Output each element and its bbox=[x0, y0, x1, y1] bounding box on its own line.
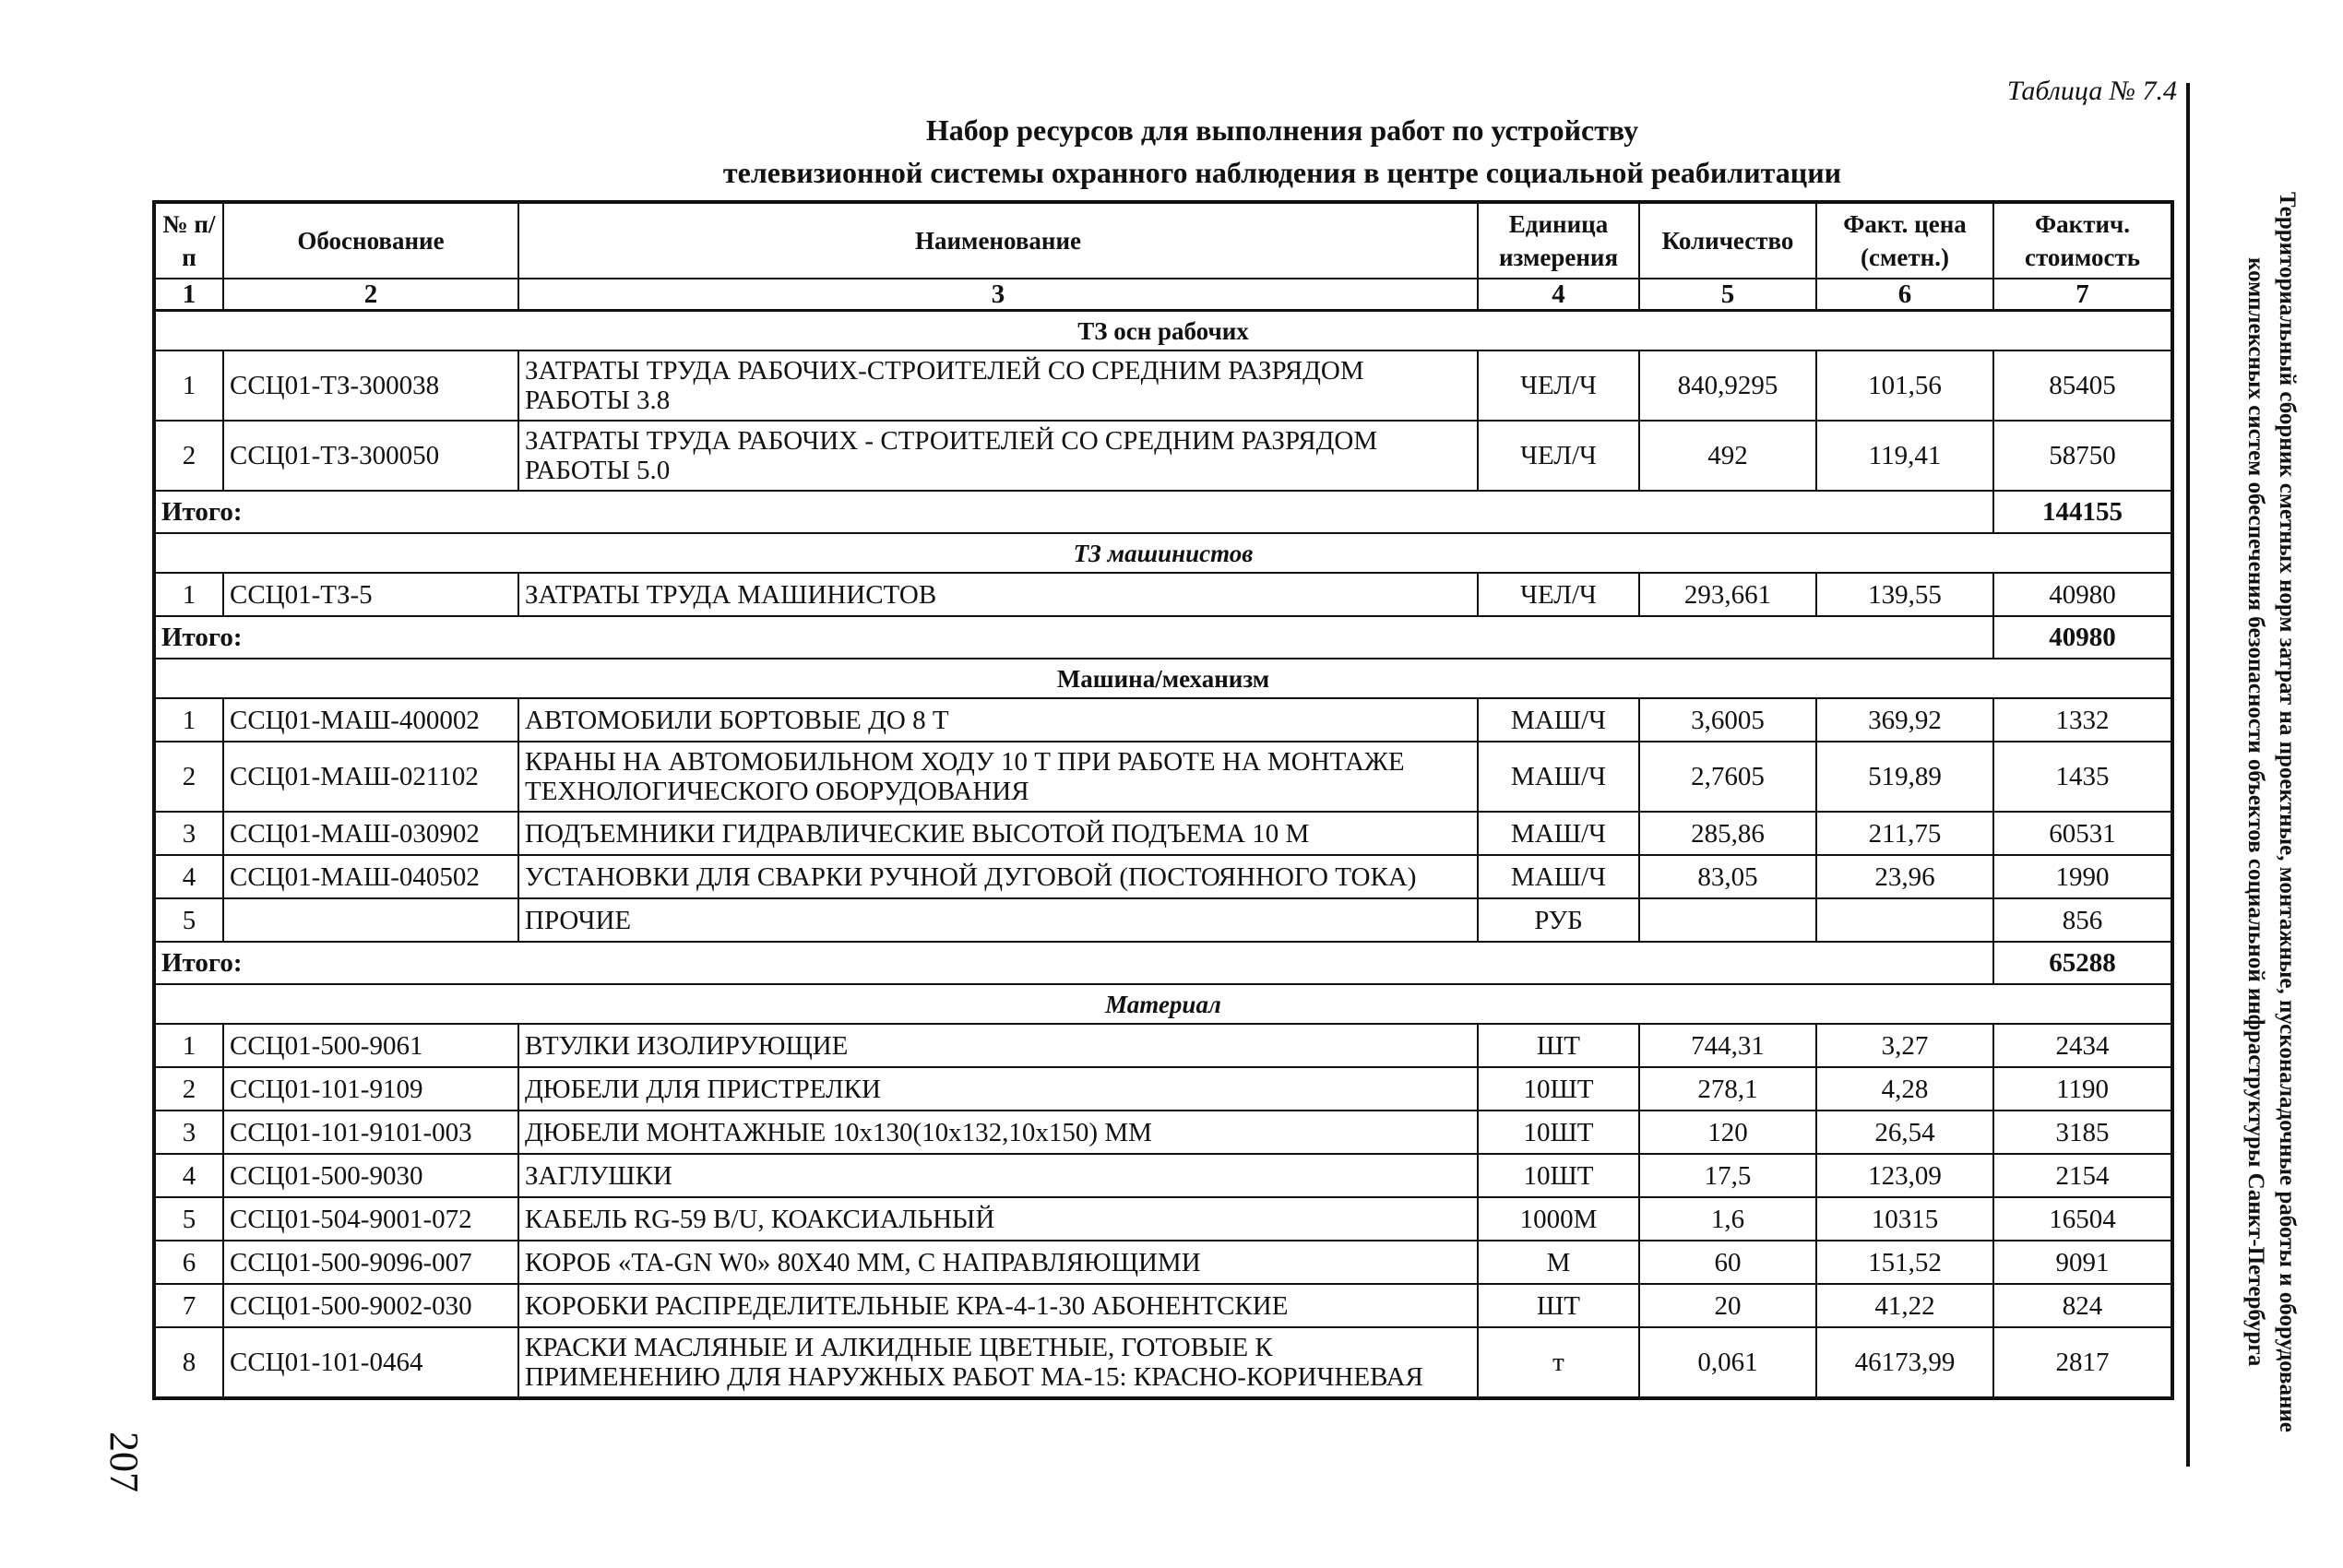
row-price: 151,52 bbox=[1816, 1241, 1993, 1284]
header-num: № п/п bbox=[154, 202, 223, 279]
row-cost: 60531 bbox=[1993, 812, 2172, 855]
row-basis: ССЦ01-ТЗ-300038 bbox=[223, 350, 518, 421]
row-price: 26,54 bbox=[1816, 1111, 1993, 1154]
row-qty: 1,6 bbox=[1639, 1197, 1816, 1241]
section-header-row bbox=[154, 311, 2172, 351]
row-number: 1 bbox=[154, 698, 223, 742]
row-price: 139,55 bbox=[1816, 573, 1993, 616]
row-basis: ССЦ01-500-9030 bbox=[223, 1154, 518, 1197]
col-number: 4 bbox=[1478, 279, 1639, 311]
row-unit: ЧЕЛ/Ч bbox=[1478, 573, 1639, 616]
row-number: 3 bbox=[154, 812, 223, 855]
row-price: 10315 bbox=[1816, 1197, 1993, 1241]
table-row bbox=[154, 573, 2172, 616]
row-cost: 58750 bbox=[1993, 421, 2172, 491]
row-qty: 840,9295 bbox=[1639, 350, 1816, 421]
row-qty: 744,31 bbox=[1639, 1024, 1816, 1067]
row-name: КОРОБКИ РАСПРЕДЕЛИТЕЛЬНЫЕ КРА-4-1-30 АБОНЕНТСКИЕ bbox=[518, 1284, 1478, 1327]
table-row bbox=[154, 421, 2172, 491]
row-basis: ССЦ01-МАШ-030902 bbox=[223, 812, 518, 855]
row-basis: ССЦ01-МАШ-400002 bbox=[223, 698, 518, 742]
col-number: 6 bbox=[1816, 279, 1993, 311]
table-row bbox=[154, 1111, 2172, 1154]
table-body bbox=[154, 311, 2172, 1399]
row-price: 519,89 bbox=[1816, 742, 1993, 812]
section-title: Материал bbox=[154, 984, 2172, 1024]
row-qty: 3,6005 bbox=[1639, 698, 1816, 742]
row-number: 1 bbox=[154, 350, 223, 421]
margin-rule bbox=[2186, 83, 2190, 1467]
title-line-1: Набор ресурсов для выполнения работ по устройству bbox=[925, 113, 1639, 147]
row-number: 3 bbox=[154, 1111, 223, 1154]
table-row bbox=[154, 698, 2172, 742]
row-number: 4 bbox=[154, 1154, 223, 1197]
table-row bbox=[154, 350, 2172, 421]
row-unit: ШТ bbox=[1478, 1024, 1639, 1067]
row-basis: ССЦ01-101-9109 bbox=[223, 1067, 518, 1111]
row-cost: 9091 bbox=[1993, 1241, 2172, 1284]
row-name: КРАСКИ МАСЛЯНЫЕ И АЛКИДНЫЕ ЦВЕТНЫЕ, ГОТОВЫЕ К ПРИМЕНЕНИЮ ДЛЯ НАРУЖНЫХ РАБОТ МА-15: КРАСНО-КОРИЧНЕВАЯ bbox=[518, 1327, 1478, 1398]
row-cost: 824 bbox=[1993, 1284, 2172, 1327]
table-row bbox=[154, 1154, 2172, 1197]
row-name: КОРОБ «TA-GN W0» 80Х40 ММ, С НАПРАВЛЯЮЩИМИ bbox=[518, 1241, 1478, 1284]
table-row bbox=[154, 1241, 2172, 1284]
total-row bbox=[154, 942, 2172, 984]
total-label: Итого: bbox=[154, 491, 1993, 533]
row-qty: 2,7605 bbox=[1639, 742, 1816, 812]
section-header-row bbox=[154, 659, 2172, 698]
row-unit: ШТ bbox=[1478, 1284, 1639, 1327]
row-qty: 492 bbox=[1639, 421, 1816, 491]
total-value: 65288 bbox=[1993, 942, 2172, 984]
table-row bbox=[154, 1197, 2172, 1241]
row-cost: 2817 bbox=[1993, 1327, 2172, 1398]
row-basis: ССЦ01-101-0464 bbox=[223, 1327, 518, 1398]
row-basis bbox=[223, 898, 518, 942]
table-row bbox=[154, 1067, 2172, 1111]
side-caption-line-1: Территориальный сборник сметных норм затрат на проектные, монтажные, пусконаладочные работы и оборудование bbox=[2275, 191, 2300, 1432]
row-cost: 1990 bbox=[1993, 855, 2172, 898]
row-qty: 285,86 bbox=[1639, 812, 1816, 855]
header-qty: Количество bbox=[1639, 202, 1816, 279]
row-cost: 2434 bbox=[1993, 1024, 2172, 1067]
row-number: 7 bbox=[154, 1284, 223, 1327]
page-number: 207 bbox=[101, 1431, 147, 1492]
row-name: КАБЕЛЬ RG-59 B/U, КОАКСИАЛЬНЫЙ bbox=[518, 1197, 1478, 1241]
row-number: 2 bbox=[154, 1067, 223, 1111]
header-row bbox=[154, 202, 2172, 279]
row-qty: 83,05 bbox=[1639, 855, 1816, 898]
row-qty: 60 bbox=[1639, 1241, 1816, 1284]
row-name: КРАНЫ НА АВТОМОБИЛЬНОМ ХОДУ 10 Т ПРИ РАБОТЕ НА МОНТАЖЕ ТЕХНОЛОГИЧЕСКОГО ОБОРУДОВАНИЯ bbox=[518, 742, 1478, 812]
row-number: 5 bbox=[154, 898, 223, 942]
row-unit: 10ШТ bbox=[1478, 1154, 1639, 1197]
row-cost: 1435 bbox=[1993, 742, 2172, 812]
header-price: Факт. цена (сметн.) bbox=[1816, 202, 1993, 279]
row-qty: 17,5 bbox=[1639, 1154, 1816, 1197]
total-row bbox=[154, 616, 2172, 659]
section-title: Машина/механизм bbox=[154, 659, 2172, 698]
side-caption-line-2: комплексных систем обеспечения безопасности объектов социальной инфраструктуры Санкт-Петербурга bbox=[2243, 256, 2268, 1367]
row-basis: ССЦ01-500-9061 bbox=[223, 1024, 518, 1067]
row-price: 123,09 bbox=[1816, 1154, 1993, 1197]
col-number: 2 bbox=[223, 279, 518, 311]
row-cost: 2154 bbox=[1993, 1154, 2172, 1197]
row-number: 5 bbox=[154, 1197, 223, 1241]
table-row bbox=[154, 812, 2172, 855]
col-number: 3 bbox=[518, 279, 1478, 311]
row-price: 4,28 bbox=[1816, 1067, 1993, 1111]
total-row bbox=[154, 491, 2172, 533]
row-unit: РУБ bbox=[1478, 898, 1639, 942]
total-value: 40980 bbox=[1993, 616, 2172, 659]
header-name: Наименование bbox=[518, 202, 1478, 279]
total-value: 144155 bbox=[1993, 491, 2172, 533]
row-basis: ССЦ01-МАШ-021102 bbox=[223, 742, 518, 812]
row-price bbox=[1816, 898, 1993, 942]
row-number: 4 bbox=[154, 855, 223, 898]
row-cost: 856 bbox=[1993, 898, 2172, 942]
table-label: Таблица № 7.4 bbox=[2006, 76, 2177, 106]
row-price: 3,27 bbox=[1816, 1024, 1993, 1067]
row-cost: 16504 bbox=[1993, 1197, 2172, 1241]
row-basis: ССЦ01-101-9101-003 bbox=[223, 1111, 518, 1154]
row-basis: ССЦ01-ТЗ-5 bbox=[223, 573, 518, 616]
col-number: 1 bbox=[154, 279, 223, 311]
row-cost: 3185 bbox=[1993, 1111, 2172, 1154]
row-qty: 20 bbox=[1639, 1284, 1816, 1327]
total-label: Итого: bbox=[154, 942, 1993, 984]
section-title: ТЗ машинистов bbox=[154, 533, 2172, 573]
row-name: ЗАГЛУШКИ bbox=[518, 1154, 1478, 1197]
resources-table bbox=[152, 200, 2174, 1400]
row-number: 2 bbox=[154, 421, 223, 491]
col-number: 7 bbox=[1993, 279, 2172, 311]
row-cost: 40980 bbox=[1993, 573, 2172, 616]
row-unit: МАШ/Ч bbox=[1478, 742, 1639, 812]
row-price: 369,92 bbox=[1816, 698, 1993, 742]
row-name: ДЮБЕЛИ ДЛЯ ПРИСТРЕЛКИ bbox=[518, 1067, 1478, 1111]
row-basis: ССЦ01-ТЗ-300050 bbox=[223, 421, 518, 491]
section-header-row bbox=[154, 533, 2172, 573]
table-row bbox=[154, 898, 2172, 942]
side-caption bbox=[2243, 175, 2302, 1448]
row-price: 46173,99 bbox=[1816, 1327, 1993, 1398]
row-number: 8 bbox=[154, 1327, 223, 1398]
row-price: 119,41 bbox=[1816, 421, 1993, 491]
row-unit: т bbox=[1478, 1327, 1639, 1398]
row-name: ВТУЛКИ ИЗОЛИРУЮЩИЕ bbox=[518, 1024, 1478, 1067]
row-cost: 1332 bbox=[1993, 698, 2172, 742]
row-name: УСТАНОВКИ ДЛЯ СВАРКИ РУЧНОЙ ДУГОВОЙ (ПОСТОЯННОГО ТОКА) bbox=[518, 855, 1478, 898]
row-basis: ССЦ01-МАШ-040502 bbox=[223, 855, 518, 898]
page-title bbox=[517, 109, 2048, 194]
row-qty bbox=[1639, 898, 1816, 942]
row-unit: 10ШТ bbox=[1478, 1111, 1639, 1154]
table-row bbox=[154, 1024, 2172, 1067]
row-name: ДЮБЕЛИ МОНТАЖНЫЕ 10x130(10x132,10x150) ММ bbox=[518, 1111, 1478, 1154]
row-name: ЗАТРАТЫ ТРУДА РАБОЧИХ-СТРОИТЕЛЕЙ СО СРЕДНИМ РАЗРЯДОМ РАБОТЫ 3.8 bbox=[518, 350, 1478, 421]
row-price: 41,22 bbox=[1816, 1284, 1993, 1327]
row-unit: 1000М bbox=[1478, 1197, 1639, 1241]
row-basis: ССЦ01-504-9001-072 bbox=[223, 1197, 518, 1241]
row-qty: 293,661 bbox=[1639, 573, 1816, 616]
row-unit: МАШ/Ч bbox=[1478, 698, 1639, 742]
table-row bbox=[154, 742, 2172, 812]
title-line-2: телевизионной системы охранного наблюдения в центре социальной реабилитации bbox=[722, 156, 1842, 189]
row-name: ЗАТРАТЫ ТРУДА РАБОЧИХ - СТРОИТЕЛЕЙ СО СРЕДНИМ РАЗРЯДОМ РАБОТЫ 5.0 bbox=[518, 421, 1478, 491]
total-label: Итого: bbox=[154, 616, 1993, 659]
row-qty: 278,1 bbox=[1639, 1067, 1816, 1111]
table-row bbox=[154, 855, 2172, 898]
header-cost: Фактич. стоимость bbox=[1993, 202, 2172, 279]
row-basis: ССЦ01-500-9096-007 bbox=[223, 1241, 518, 1284]
row-number: 2 bbox=[154, 742, 223, 812]
table-row bbox=[154, 1327, 2172, 1398]
row-cost: 85405 bbox=[1993, 350, 2172, 421]
row-price: 23,96 bbox=[1816, 855, 1993, 898]
row-unit: М bbox=[1478, 1241, 1639, 1284]
table-row bbox=[154, 1284, 2172, 1327]
row-price: 211,75 bbox=[1816, 812, 1993, 855]
row-number: 1 bbox=[154, 1024, 223, 1067]
col-number: 5 bbox=[1639, 279, 1816, 311]
header-unit: Единица измерения bbox=[1478, 202, 1639, 279]
row-qty: 0,061 bbox=[1639, 1327, 1816, 1398]
row-unit: ЧЕЛ/Ч bbox=[1478, 350, 1639, 421]
row-basis: ССЦ01-500-9002-030 bbox=[223, 1284, 518, 1327]
row-unit: МАШ/Ч bbox=[1478, 855, 1639, 898]
row-qty: 120 bbox=[1639, 1111, 1816, 1154]
section-header-row bbox=[154, 984, 2172, 1024]
header-basis: Обоснование bbox=[223, 202, 518, 279]
column-number-row bbox=[154, 279, 2172, 311]
row-number: 1 bbox=[154, 573, 223, 616]
row-name: ПРОЧИЕ bbox=[518, 898, 1478, 942]
row-name: ПОДЪЕМНИКИ ГИДРАВЛИЧЕСКИЕ ВЫСОТОЙ ПОДЪЕМА 10 М bbox=[518, 812, 1478, 855]
row-unit: 10ШТ bbox=[1478, 1067, 1639, 1111]
row-price: 101,56 bbox=[1816, 350, 1993, 421]
row-unit: ЧЕЛ/Ч bbox=[1478, 421, 1639, 491]
row-number: 6 bbox=[154, 1241, 223, 1284]
row-cost: 1190 bbox=[1993, 1067, 2172, 1111]
row-name: АВТОМОБИЛИ БОРТОВЫЕ ДО 8 Т bbox=[518, 698, 1478, 742]
section-title: ТЗ осн рабочих bbox=[154, 311, 2172, 351]
row-name: ЗАТРАТЫ ТРУДА МАШИНИСТОВ bbox=[518, 573, 1478, 616]
row-unit: МАШ/Ч bbox=[1478, 812, 1639, 855]
